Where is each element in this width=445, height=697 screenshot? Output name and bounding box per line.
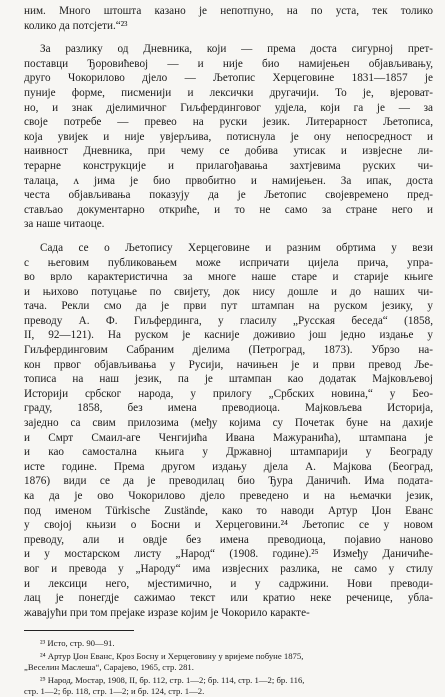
- text-line: преводу А. Ф. Гиљфердинга, у гласилу „Русская беседа“ (1858,: [24, 314, 433, 327]
- text-line: тача. Рекли смо да је први пут штампан на руском језику, у: [24, 300, 433, 313]
- text-line: II, 92—121). На руском је касније доживио још једно издање у: [24, 329, 433, 342]
- text-line: ²⁵ Народ, Мостар, 1908, II, бр. 112, стр. 1—2; бр. 114, стр. 1—2; бр. 116,: [40, 675, 305, 686]
- text-line: За разлику од Дневника, који — према доста сигурној прет-: [40, 43, 433, 56]
- text-line: исте године. Према другом издању дјела А. Мајкова (Београд,: [24, 460, 433, 473]
- text-line: колико да потсјети.“²³: [24, 19, 128, 32]
- paragraph-continued: [24, 4, 433, 33]
- text-line: ²⁴ Артур Џон Еванс, Кроз Босну и Херцеговину у вријеме побуне 1875,: [40, 651, 304, 662]
- text-line: у својој књизи о Босни и Херцеговини.²⁴ Љетопис се у новом: [24, 519, 433, 532]
- text-line: лац је понегдје сажимао текст или кратио неке реченице, ублa-: [24, 592, 433, 605]
- text-line: и њихово потуцање по свијету, док нису дошле и до наших чи-: [24, 285, 433, 298]
- text-line: талаца, ʌ јима је био првобитно и намијењен. За ипак, доста: [24, 174, 433, 187]
- text-line: наивност Дневника, при чему се добива утисак и извјесне ли-: [24, 145, 433, 158]
- text-line: с његовим публиковањем може испричати цијела прича, упра-: [24, 256, 433, 269]
- text-line: и као самостална књига у Државној штампарији у Београду: [24, 446, 433, 459]
- text-line: под именом Türkische Zustände, како то наводи Артур Џон Еванс: [24, 504, 433, 517]
- text-line: која увијек и није увјерљива, потиснула је ону непосредност и: [24, 130, 433, 143]
- text-line: Гиљфердинговим Сабраним дјелима (Петроград, 1873). Убрзо на-: [24, 344, 433, 357]
- paragraph-dnevnik-vs-ljetopis: [24, 42, 433, 232]
- text-line: 1876) види се да је преводилац био Ђура Даничић. Има подата-: [24, 475, 433, 488]
- text-line: преводу, али и овдје без имена преводиоца, појавио наново: [24, 533, 433, 546]
- paragraph-gap: [24, 232, 433, 241]
- text-line: стр. 1—2; бр. 118, стр. 1—2; и бр. 124, стр. 1—2.: [24, 686, 205, 697]
- text-line: и лексици него, мјестимично, и у садржини. Нови преводи-: [24, 577, 433, 590]
- text-line: „Веселин Маслеша“, Сарајево, 1965, стр. 281.: [24, 662, 194, 673]
- text-line: пуније форме, писменији и лексички другачији. То је, вјероват-: [24, 86, 433, 99]
- text-line: за наше читаоце.: [24, 218, 105, 231]
- footnote-23: [24, 638, 433, 649]
- footnote-rule: [24, 630, 134, 631]
- paragraph-gap: [24, 33, 433, 42]
- text-line: вог и превода у „Народу“ има извјесних разлика, не само у стилу: [24, 562, 433, 575]
- text-line: ²³ Исто, стр. 90—91.: [40, 638, 115, 649]
- body-text: [24, 4, 433, 620]
- text-line: своје потребе — превео на руски језик. Литерарност Љетописа,: [24, 116, 433, 129]
- text-line: тописа на наш језик, па је штампан као додатак Мајковљевој: [24, 373, 433, 386]
- text-line: честа објављивања показују да је Љетопис својевремено пред-: [24, 189, 433, 202]
- text-line: друго Чокорилово дјело — Љетопис Херцеговине 1831—1857 је: [24, 72, 433, 85]
- text-line: граду, 1858, без имена преводиоца. Мајковљева Историја,: [24, 402, 433, 415]
- text-line: кон првог објављивања у Русији, начињен је и први превод Љe-: [24, 358, 433, 371]
- text-line: и у мостарском листу „Народ“ (1908. године).²⁵ Између Даничиће-: [24, 548, 433, 561]
- text-line: Сада се о Љетопису Херцеговине и разним обртима у вези: [40, 241, 433, 254]
- text-line: поставци Ђоровићевој — и није био намијењен објављивању,: [24, 57, 433, 70]
- text-line: ка да је ово Чокорилово дјело преведено и на њемачки језик,: [24, 490, 433, 502]
- text-line: заједно са свим прилозима (међу којима су Почетак буне на дахије: [24, 417, 433, 430]
- text-line: стављао документарно откриће, и то не само за стране него и: [24, 203, 433, 216]
- text-line: ним. Много штошта казано је непотпуно, на по уста, тек толико: [24, 5, 433, 17]
- text-line: во врло карактеристична за многе наше старе и старије књиге: [24, 271, 433, 284]
- footnote-25: [24, 675, 433, 697]
- paragraph-publication-history: [24, 241, 433, 620]
- footnotes: [24, 638, 433, 697]
- footnote-24: [24, 651, 433, 673]
- text-line: и Смрт Смаил-аге Ченгијића Ивана Мажуранића), штампана је: [24, 431, 433, 444]
- text-line: но, и знак дјелимичног Гиљфердинговог удјела, који га је — за: [24, 101, 433, 114]
- text-line: жавајући при том прејаке изразе којим је Чокорило каракте-: [24, 606, 310, 619]
- text-line: терарне конструкције и прилагођавања захтјевима руских чи-: [24, 159, 433, 172]
- text-line: Историји србског народа, у прилогу „Србских новина,“ у Бео-: [24, 387, 433, 400]
